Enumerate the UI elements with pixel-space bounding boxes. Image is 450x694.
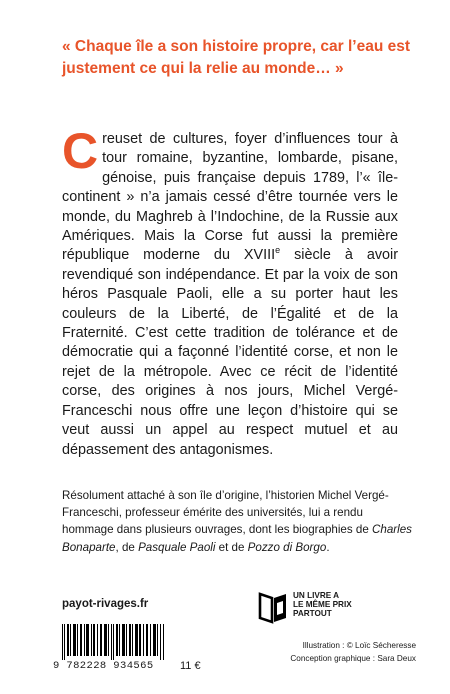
book-title-pasquale-paoli: Pasquale Paoli	[138, 540, 216, 554]
author-bio-intro: Résolument attaché à son île d’origine, l’historien Michel Vergé-Franceschi, professeur émérite des universités, lui a rendu hommage dans plusieurs ouvrages, dont les biographies de	[62, 489, 389, 537]
book-price: 11 €	[180, 660, 201, 672]
barcode-number: 9 782228 934565	[53, 660, 154, 672]
book-title-charles-bonaparte: Charles Bonaparte	[62, 523, 412, 554]
same-price-line-3: PARTOUT	[293, 609, 332, 618]
isbn-barcode	[62, 624, 166, 660]
same-price-label	[293, 591, 352, 618]
publisher-website: payot-rivages.fr	[62, 598, 149, 610]
century-superscript: e	[275, 245, 281, 256]
drop-cap: C	[62, 123, 99, 179]
author-bio-end: .	[326, 540, 330, 554]
design-credit: Conception graphique : Sara Deux	[290, 654, 416, 663]
book-description	[62, 123, 399, 460]
author-bio	[62, 487, 412, 556]
description-text-part2: siècle à avoir revendiqué son indépendance. Et par la voix de son héros Pasquale Paoli, elle a su porter haut les couleurs de la Liberté, de l’Égalité et de la Fraternité. C’est cette tradition de tolérance et de démocratie qui a façonné l’identité corse, et non le rejet de la métropole. Avec ce récit de l’identité corse, des origines à nos jours, Michel Vergé-Franceschi nous offre une leçon d’histoire qui se veut aussi un appel au respect mutuel et au dépassement des antagonismes.	[62, 247, 399, 458]
book-price-law-icon	[258, 590, 288, 624]
same-price-line-2: LE MÊME PRIX	[293, 600, 352, 609]
book-title-pozzo-di-borgo: Pozzo di Borgo	[247, 540, 327, 554]
description-text-part1: reuset de cultures, foyer d’influences tour à tour romaine, byzantine, lombarde, pisane, génoise, puis française depuis 1789, l’« île-continent » n’a jamais cessé d’être tournée vers le monde, du Maghreb à l’Indochine, de la Russie aux Amériques. Mais la Corse fut aussi la première république moderne du XVIII	[62, 131, 398, 264]
illustration-credit: Illustration : © Loïc Sécheresse	[302, 641, 416, 650]
same-price-line-1: UN LIVRE A	[293, 591, 340, 600]
same-price-badge	[258, 588, 358, 628]
back-cover-quote: « Chaque île a son histoire propre, car l’eau est justement ce qui la relie au monde… »	[62, 38, 411, 77]
author-bio-separator: , de	[115, 540, 139, 554]
author-bio-separator: et de	[215, 540, 248, 554]
credits	[290, 639, 416, 665]
